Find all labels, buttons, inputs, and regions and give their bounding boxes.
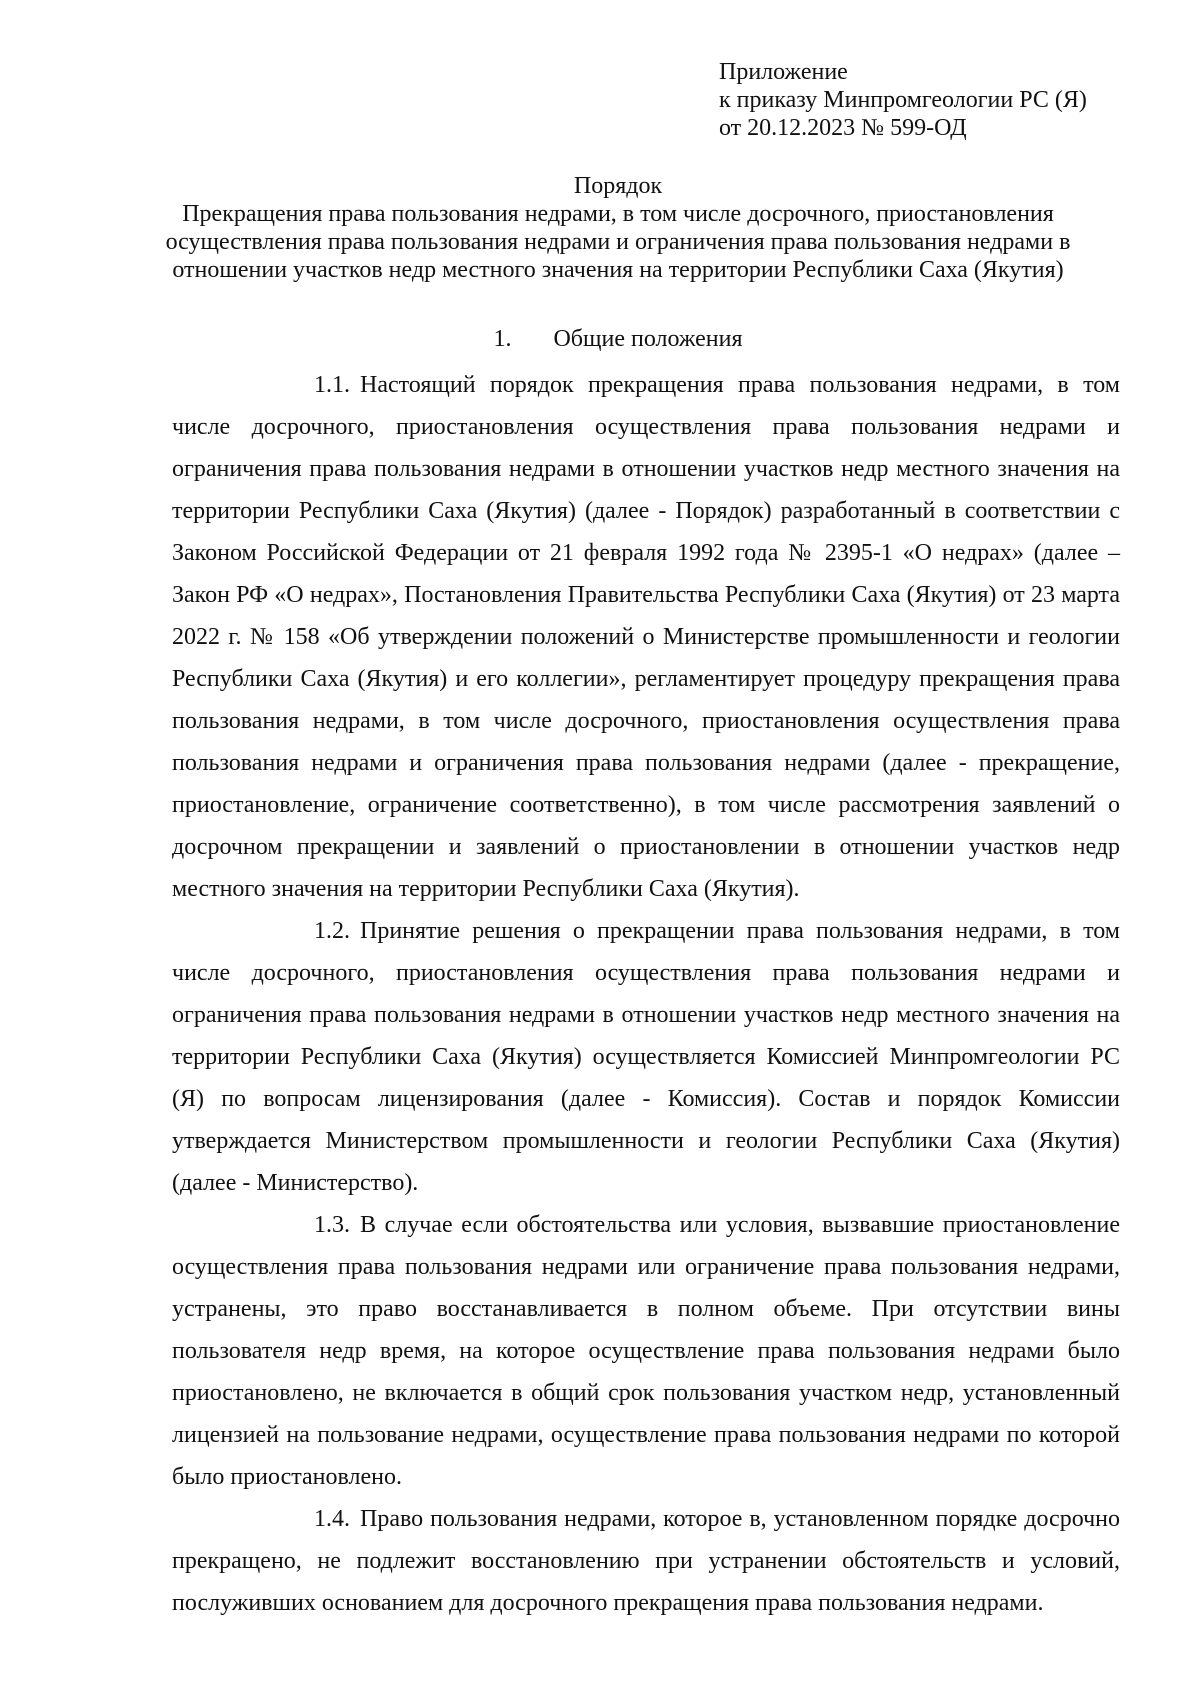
paragraph-number: 1.1. [314,372,350,398]
annex-line-3: от 20.12.2023 № 599-ОД [719,115,967,141]
paragraph-text: Принятие решения о прекращении права пользования недрами, в том числе досрочного, приостановления осуществления права пользования недрами и ограничения права пользования недрами в отношении участков недр местного значения на территории Республики Саха (Якутия) осуществляется Комиссией Минпромгеологии РС (Я) по вопросам лицензирования (далее - Комиссия). Состав и порядок Комиссии утверждается Министерством промышленности и геологии Республики Саха (Якутия) (далее - Министерство). [172,918,1120,1196]
document-title: Порядок [573,173,663,199]
paragraph-1-1 [172,364,1120,910]
paragraph-text: Настоящий порядок прекращения права пользования недрами, в том числе досрочного, приостановления осуществления права пользования недрами и ограничения права пользования недрами в отношении участков недр местного значения на территории Республики Саха (Якутия) (далее - Порядок) разработанный в соответствии с Законом Российской Федерации от 21 февраля 1992 года № 2395-1 «О недрах» (далее – Закон РФ «О недрах», Постановления Правительства Республики Саха (Якутия) от 23 марта 2022 г. № 158 «Об утверждении положений о Министерстве промышленности и геологии Республики Саха (Якутия) и его коллегии», регламентирует процедуру прекращения права пользования недрами, в том числе досрочного, приостановления осуществления права пользования недрами и ограничения права пользования недрами (далее - прекращение, приостановление, ограничение соответственно), в том числе рассмотрения заявлений о досрочном прекращении и заявлений о приостановлении в отношении участков недр местного значения на территории Республики Саха (Якутия). [172,372,1120,902]
paragraph-1-3 [172,1204,1120,1498]
document-subtitle: Прекращения права пользования недрами, в том числе досрочного, приостановления осуществления права пользования недрами и ограничения права пользования недрами в отношении участков недр местного значения на территории Республики Саха (Якутия) [165,201,1071,283]
document-title-block [150,172,1086,284]
annex-header [719,58,1087,142]
paragraph-1-2 [172,910,1120,1204]
section-heading [150,325,1086,353]
paragraph-number: 1.3. [314,1212,350,1238]
section-number: 1. [493,326,512,352]
paragraph-text: В случае если обстоятельства или условия, вызвавшие приостановление осуществления права пользования недрами или ограничение права пользования недрами, устранены, это право восстанавливается в полном объеме. При отсутствии вины пользователя недр время, на которое осуществление права пользования недрами было приостановлено, не включается в общий срок пользования участком недр, установленный лицензией на пользование недрами, осуществление права пользования недрами по которой было приостановлено. [172,1212,1120,1490]
paragraph-number: 1.2. [314,918,350,944]
paragraph-text: Право пользования недрами, которое в, установленном порядке досрочно прекращено, не подлежит восстановлению при устранении обстоятельств и условий, послуживших основанием для досрочного прекращения права пользования недрами. [172,1506,1120,1616]
paragraph-1-4 [172,1498,1120,1624]
paragraph-number: 1.4. [314,1506,350,1532]
annex-line-2: к приказу Минпромгеологии РС (Я) [719,87,1087,113]
section-title: Общие положения [553,326,743,352]
annex-line-1: Приложение [719,59,848,85]
document-body [172,364,1120,1624]
